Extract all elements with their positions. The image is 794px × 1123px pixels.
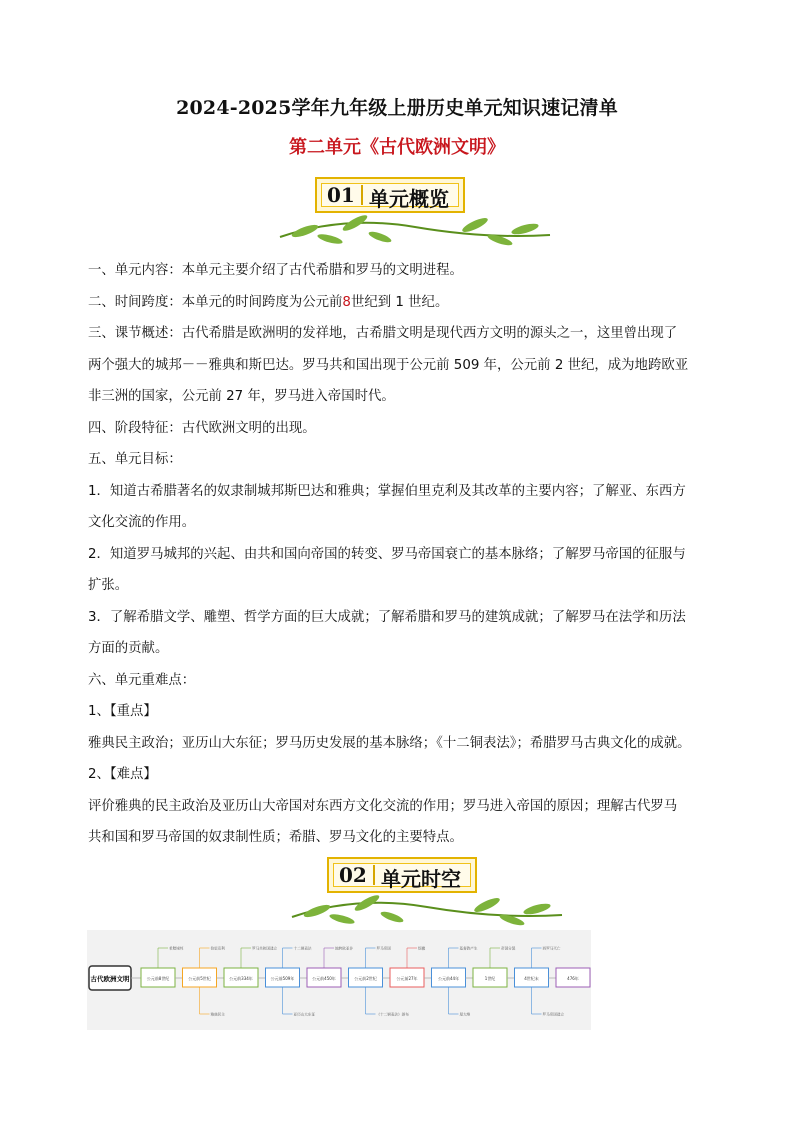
timeline-bottom-note: 雅典民主 xyxy=(210,1012,225,1017)
timeline-node-label: 公元前334年 xyxy=(229,976,253,981)
unit-subtitle: 第二单元《古代欧洲文明》 xyxy=(289,137,505,158)
content-line: 雅典民主政治；亚历山大东征；罗马历史发展的基本脉络；《十二铜表法》；希腊罗马古典文化的成就。 xyxy=(88,735,691,751)
timeline-top-note: 罗马帝国 xyxy=(376,946,391,951)
content-line: 五、单元目标： xyxy=(88,452,182,467)
timeline-node-label: 476年 xyxy=(567,976,579,981)
overview-content xyxy=(88,255,708,854)
timeline-node-label: 公元前5世纪 xyxy=(188,976,211,981)
timeline-node-label: 公元前27年 xyxy=(396,976,418,981)
content-line: 3．了解希腊文学、雕塑、哲学方面的巨大成就；了解希腊和罗马的建筑成就；了解罗马在法学和历法 xyxy=(88,609,686,625)
timeline-bottom-note: 亚历山大东征 xyxy=(293,1012,316,1017)
timeline-top-note: 希腊城邦 xyxy=(169,946,184,951)
timeline-top-note: 十二铜表法 xyxy=(293,946,312,951)
timeline-top-note: 恺撒 xyxy=(418,946,426,951)
root-label: 古代欧洲文明 xyxy=(90,975,130,983)
timeline-svg xyxy=(87,930,591,1030)
content-line: 非三洲的国家，公元前 27 年，罗马进入帝国时代。 xyxy=(88,389,395,404)
timeline-top-note: 帝国分裂 xyxy=(501,946,516,951)
timeline-node-label: 4世纪末 xyxy=(524,976,539,981)
timeline-node-label: 公元前450年 xyxy=(312,976,336,981)
section-badge-overview xyxy=(275,177,555,247)
content-line: 三、课节概述：古代希腊是欧洲明的发祥地，古希腊文明是现代西方文明的源头之一，这里曾出现了 xyxy=(88,326,678,341)
timeline-top-note: 罗马共和国建立 xyxy=(252,946,278,951)
section-label: 单元概览 xyxy=(369,187,449,211)
content-line: 六、单元重难点： xyxy=(88,672,196,688)
timeline-top-note: 基督教产生 xyxy=(459,946,478,951)
content-line: 二、时间跨度：本单元的时间跨度为公元前8世纪到 1 世纪。 xyxy=(88,294,449,310)
timeline-top-note: 西罗马灭亡 xyxy=(542,946,561,951)
content-line: 1、【重点】 xyxy=(88,704,157,719)
content-line: 两个强大的城邦－－雅典和斯巴达。罗马共和国出现于公元前 509 年，公元前 2 世纪，成为地跨欧亚 xyxy=(88,357,689,373)
timeline-top-note: 地跨欧亚非 xyxy=(335,946,353,951)
section-badge-timeline xyxy=(287,857,567,927)
content-line: 2．知道罗马城邦的兴起、由共和国向帝国的转变、罗马帝国衰亡的基本脉络；了解罗马帝国的征服与 xyxy=(88,546,686,562)
timeline-node-label: 公元前2世纪 xyxy=(354,976,377,981)
section-label: 单元时空 xyxy=(381,867,461,891)
timeline-node-label: 公元前44年 xyxy=(437,976,460,981)
section-number: 02 xyxy=(339,863,367,887)
section-number: 01 xyxy=(327,183,355,207)
timeline-bottom-note: 罗马帝国建立 xyxy=(542,1012,565,1017)
content-line: 四、阶段特征：古代欧洲文明的出现。 xyxy=(88,420,316,436)
page-title: 2024-2025学年九年级上册历史单元知识速记清单 xyxy=(176,97,618,119)
content-line: 文化交流的作用。 xyxy=(88,515,196,530)
timeline-diagram xyxy=(87,930,591,1030)
timeline-node-label: 公元前8世纪 xyxy=(146,976,170,981)
timeline-bottom-note: 《十二铜表法》颁布 xyxy=(376,1012,409,1017)
timeline-node-label: 公元前509年 xyxy=(270,976,295,981)
timeline-top-note: 伯里克利 xyxy=(210,946,225,951)
timeline-node-label: 1世纪 xyxy=(484,976,496,981)
content-line: 共和国和罗马帝国的奴隶制性质；希腊、罗马文化的主要特点。 xyxy=(88,830,463,845)
content-line: 评价雅典的民主政治及亚历山大帝国对东西方文化交流的作用；罗马进入帝国的原因；理解古代罗马 xyxy=(88,798,678,814)
content-line: 一、单元内容：本单元主要介绍了古代希腊和罗马的文明进程。 xyxy=(88,263,463,278)
content-line: 扩张。 xyxy=(88,578,129,593)
timeline-bottom-note: 屋大维 xyxy=(459,1012,471,1017)
content-line: 方面的贡献。 xyxy=(88,641,169,656)
content-line: 1．知道古希腊著名的奴隶制城邦斯巴达和雅典；掌握伯里克利及其改革的主要内容；了解亚、东西方 xyxy=(88,483,686,499)
content-line: 2、【难点】 xyxy=(88,767,157,782)
